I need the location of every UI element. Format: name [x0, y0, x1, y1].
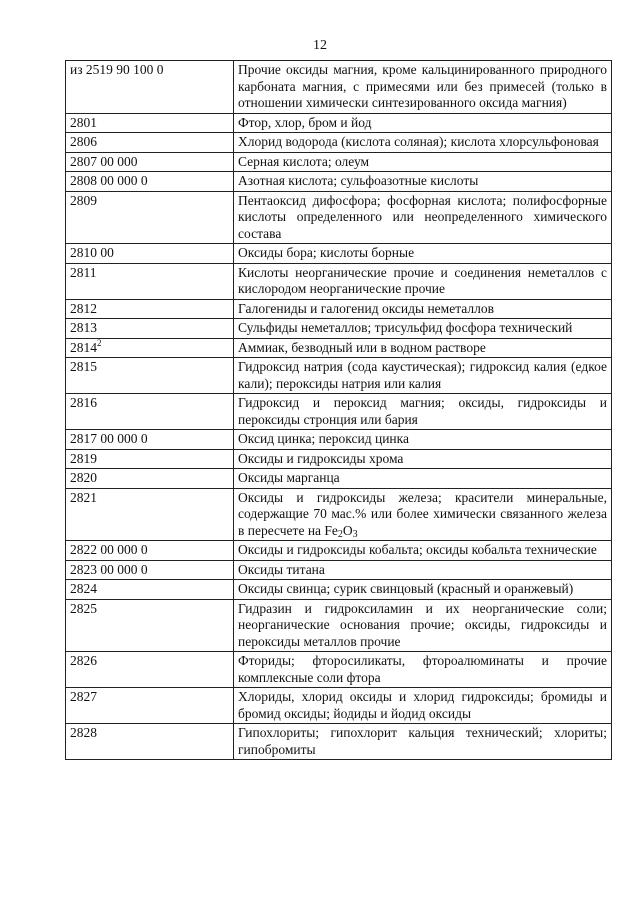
- code-text: 2811: [70, 264, 97, 280]
- table-row: [66, 133, 612, 153]
- description-text: Гипохлориты; гипохлорит кальция технический; хлориты; гипобромиты: [238, 725, 607, 757]
- description-text: Оксиды и гидроксиды хрома: [238, 450, 404, 466]
- code-text: из 2519 90 100 0: [70, 62, 164, 77]
- code-cell: [66, 319, 234, 339]
- code-text: 2815: [70, 359, 97, 374]
- description-cell: [234, 652, 612, 688]
- description-cell: [234, 319, 612, 339]
- code-text: 2820: [70, 470, 97, 485]
- description-cell: [234, 394, 612, 430]
- description-text: Фториды; фторосиликаты, фтороалюминаты и прочие комплексные соли фтора: [238, 653, 607, 685]
- description-text: Пентаоксид дифосфора; фосфорная кислота; полифосфорные кислоты определенного или неопределенного химического состава: [238, 192, 607, 241]
- description-text: Гидроксид натрия (сода каустическая); гидроксид калия (едкое кали); пероксиды натрия или калия: [238, 359, 607, 391]
- formula-element: O: [342, 522, 353, 538]
- code-superscript: 2: [97, 337, 102, 348]
- description-cell: [234, 263, 612, 299]
- code-text: 2825: [70, 600, 97, 616]
- code-cell: [66, 172, 234, 192]
- code-text: 2816: [70, 395, 97, 410]
- code-cell: [66, 113, 234, 133]
- table-row: [66, 488, 612, 541]
- description-text: Фтор, хлор, бром и йод: [238, 114, 372, 130]
- code-text: 2814: [70, 339, 97, 355]
- description-text: Кислоты неорганические прочие и соединения неметаллов с кислородом неорганические прочие: [238, 264, 607, 296]
- code-text: 2806: [70, 134, 97, 149]
- code-cell: [66, 449, 234, 469]
- code-text: 2819: [70, 450, 97, 466]
- description-cell: [234, 244, 612, 264]
- description-cell: [234, 469, 612, 489]
- table-row: [66, 469, 612, 489]
- description-text: Гидразин и гидроксиламин и их неорганические соли; неорганические основания прочие; оксиды, гидроксиды и пероксиды металлов прочие: [238, 600, 607, 649]
- code-cell: [66, 61, 234, 114]
- code-cell: [66, 191, 234, 244]
- code-cell: [66, 358, 234, 394]
- code-text: 2812: [70, 300, 97, 316]
- code-text: 2810 00: [70, 245, 114, 260]
- code-cell: [66, 652, 234, 688]
- description-cell: [234, 430, 612, 450]
- description-text: Хлориды, хлорид оксиды и хлорид гидроксиды; бромиды и бромид оксиды; йодиды и йодид оксиды: [238, 689, 607, 721]
- table-row: [66, 599, 612, 652]
- code-cell: [66, 152, 234, 172]
- description-cell: [234, 191, 612, 244]
- description-cell: [234, 358, 612, 394]
- table-row: [66, 560, 612, 580]
- description-text: Оксиды и гидроксиды кобальта; оксиды кобальта технические: [238, 542, 597, 557]
- description-text: Прочие оксиды магния, кроме кальцинированного природного карбоната магния, с примесями или без примесей (только в отношении химически синтезированного оксида магния): [238, 62, 607, 110]
- tariff-codes-table: [65, 60, 612, 760]
- code-text: 2809: [70, 192, 97, 208]
- table-row: [66, 652, 612, 688]
- description-cell: [234, 541, 612, 561]
- table-row: [66, 244, 612, 264]
- description-cell: [234, 560, 612, 580]
- page-number: 12: [313, 38, 327, 53]
- code-cell: [66, 469, 234, 489]
- description-cell: [234, 299, 612, 319]
- code-text: 2826: [70, 653, 97, 668]
- table-row: [66, 172, 612, 192]
- description-text: Оксид цинка; пероксид цинка: [238, 431, 409, 446]
- description-text: Аммиак, безводный или в водном растворе: [238, 339, 486, 355]
- code-cell: [66, 133, 234, 153]
- table-row: [66, 688, 612, 724]
- code-cell: [66, 244, 234, 264]
- description-cell: [234, 152, 612, 172]
- code-text: 2813: [70, 320, 97, 335]
- code-cell: [66, 394, 234, 430]
- table-row: [66, 430, 612, 450]
- description-cell: [234, 580, 612, 600]
- description-text: Сульфиды неметаллов; трисульфид фосфора технический: [238, 320, 573, 335]
- code-text: 2807 00 000: [70, 153, 138, 169]
- description-text: Хлорид водорода (кислота соляная); кислота хлорсульфоновая: [238, 134, 599, 149]
- formula-subscript: 3: [352, 528, 358, 540]
- description-text: Оксиды и гидроксиды железа; красители минеральные, содержащие 70 мас.% или более химически связанного железа в пересчете на Fe: [238, 489, 607, 538]
- description-text: Оксиды бора; кислоты борные: [238, 245, 415, 260]
- code-cell: [66, 688, 234, 724]
- table-row: [66, 299, 612, 319]
- code-text: 2817 00 000 0: [70, 431, 148, 446]
- table-row: [66, 541, 612, 561]
- description-text: Гидроксид и пероксид магния; оксиды, гидроксиды и пероксиды стронция или бария: [238, 395, 607, 427]
- description-cell: [234, 724, 612, 760]
- table-row: [66, 113, 612, 133]
- code-text: 2827: [70, 689, 97, 704]
- description-cell: [234, 449, 612, 469]
- code-text: 2823 00 000 0: [70, 561, 148, 577]
- table-row: [66, 191, 612, 244]
- code-cell: [66, 488, 234, 541]
- description-text: Оксиды титана: [238, 561, 325, 577]
- description-text: Галогениды и галогенид оксиды неметаллов: [238, 300, 494, 316]
- description-cell: [234, 688, 612, 724]
- code-cell: [66, 338, 234, 358]
- code-text: 2822 00 000 0: [70, 542, 148, 557]
- table-row: [66, 61, 612, 114]
- description-cell: [234, 488, 612, 541]
- description-text: Азотная кислота; сульфоазотные кислоты: [238, 173, 479, 188]
- formula-subscript: 2: [337, 528, 343, 540]
- code-text: 2824: [70, 581, 97, 596]
- description-text: Оксиды марганца: [238, 470, 340, 485]
- description-cell: [234, 113, 612, 133]
- table-row: [66, 358, 612, 394]
- table-row: [66, 449, 612, 469]
- table-row: [66, 724, 612, 760]
- table-row: [66, 152, 612, 172]
- code-cell: [66, 263, 234, 299]
- description-cell: [234, 61, 612, 114]
- description-cell: [234, 338, 612, 358]
- code-cell: [66, 430, 234, 450]
- code-cell: [66, 560, 234, 580]
- description-cell: [234, 133, 612, 153]
- table-row: [66, 394, 612, 430]
- table-row: [66, 263, 612, 299]
- table-row: [66, 338, 612, 358]
- table-row: [66, 580, 612, 600]
- code-cell: [66, 599, 234, 652]
- code-text: 2821: [70, 489, 97, 505]
- code-cell: [66, 299, 234, 319]
- code-text: 2808 00 000 0: [70, 173, 148, 188]
- code-text: 2828: [70, 725, 97, 740]
- description-cell: [234, 172, 612, 192]
- code-cell: [66, 724, 234, 760]
- description-text: Серная кислота; олеум: [238, 153, 370, 169]
- table-row: [66, 319, 612, 339]
- code-cell: [66, 580, 234, 600]
- code-text: 2801: [70, 114, 97, 130]
- description-text: Оксиды свинца; сурик свинцовый (красный и оранжевый): [238, 581, 574, 596]
- code-cell: [66, 541, 234, 561]
- description-cell: [234, 599, 612, 652]
